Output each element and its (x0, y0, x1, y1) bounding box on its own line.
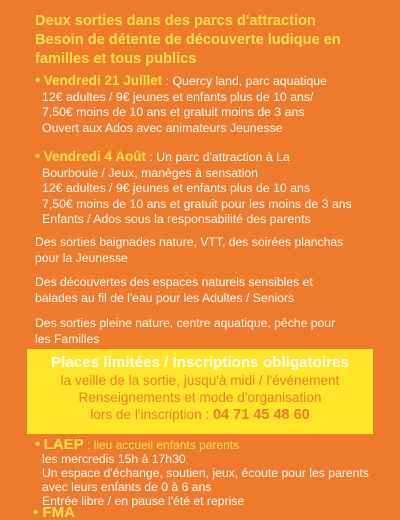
laep-title: LAEP (43, 436, 84, 453)
header-line: Besoin de détente de découverte ludique en (35, 32, 341, 48)
event-line: 7,50€ moins de 10 ans et gratuit moins de 3 ans (42, 105, 305, 119)
event-date: Vendredi 4 Août (43, 149, 146, 164)
laep-line: les mercredis 15h à 17h30 (42, 452, 186, 466)
activity-paragraph (35, 275, 313, 306)
event-line: Enfants / Ados sous la responsabilité des parents (42, 212, 311, 226)
notice-line: la veille de la sortie, jusqu'à midi / l'événement (60, 373, 340, 388)
paragraph-line: balades au fil de l'eau pour les Adultes / Seniors (35, 290, 295, 305)
laep-line: avec leurs enfants de 0 à 6 ans (42, 480, 212, 494)
paragraph-line: Des sorties baignades nature, VTT, des soirées planchas (35, 235, 344, 249)
event-line: Ouvert aux Ados avec animateurs Jeunesse (42, 120, 283, 135)
bullet-icon: • (35, 148, 41, 165)
activity-paragraph (35, 316, 335, 347)
paragraph-line: Des sorties pleine nature, centre aquatique, pêche pour (35, 316, 336, 330)
event-item (35, 73, 327, 136)
cutoff-heading: • FMA (33, 506, 75, 520)
laep-section (35, 438, 369, 508)
notice-title: Places limitées / Inscriptions obligatoires (51, 354, 349, 371)
event-description: : Quercy land, parc aquatique (162, 74, 327, 88)
event-line: Bourboule / Jeux, manèges à sensation (42, 165, 259, 180)
header-title (35, 12, 385, 69)
laep-line: Un espace d'échange, soutien, jeux, écoute pour les parents (42, 466, 369, 480)
notice-line: lors de l'inscription : (90, 407, 213, 422)
phone-number[interactable]: 04 71 45 48 60 (212, 407, 310, 423)
event-date: Vendredi 21 Juillet (43, 73, 163, 88)
paragraph-line: pour la Jeunesse (35, 250, 128, 265)
header-line: familles et tous publics (35, 51, 197, 67)
event-line: 12€ adultes / 9€ jeunes et enfants plus de 10 ans (42, 181, 310, 195)
bullet-icon: • (35, 72, 41, 89)
laep-line: Entrée libre / en pause l'été et reprise (42, 494, 245, 508)
event-description: : Un parc d'attraction à La (145, 150, 290, 164)
notice-line: Renseignements et mode d'organisation (78, 390, 322, 405)
paragraph-line: Des découvertes des espaces naturels sensibles et (35, 275, 313, 289)
header-line: Deux sorties dans des parcs d'attraction (35, 13, 316, 29)
bullet-icon: • (35, 436, 41, 453)
registration-notice (27, 349, 373, 434)
paragraph-line: les Familles (35, 331, 100, 346)
event-item (35, 149, 352, 228)
event-line: 7,50€ moins de 10 ans et gratuit pour les moins de 3 ans (42, 196, 352, 211)
activity-paragraph (35, 235, 343, 266)
laep-subtitle: : lieu accueil enfants parents (83, 438, 240, 452)
event-line: 12€ adultes / 9€ jeunes et enfants plus de 10 ans/ (42, 89, 314, 104)
